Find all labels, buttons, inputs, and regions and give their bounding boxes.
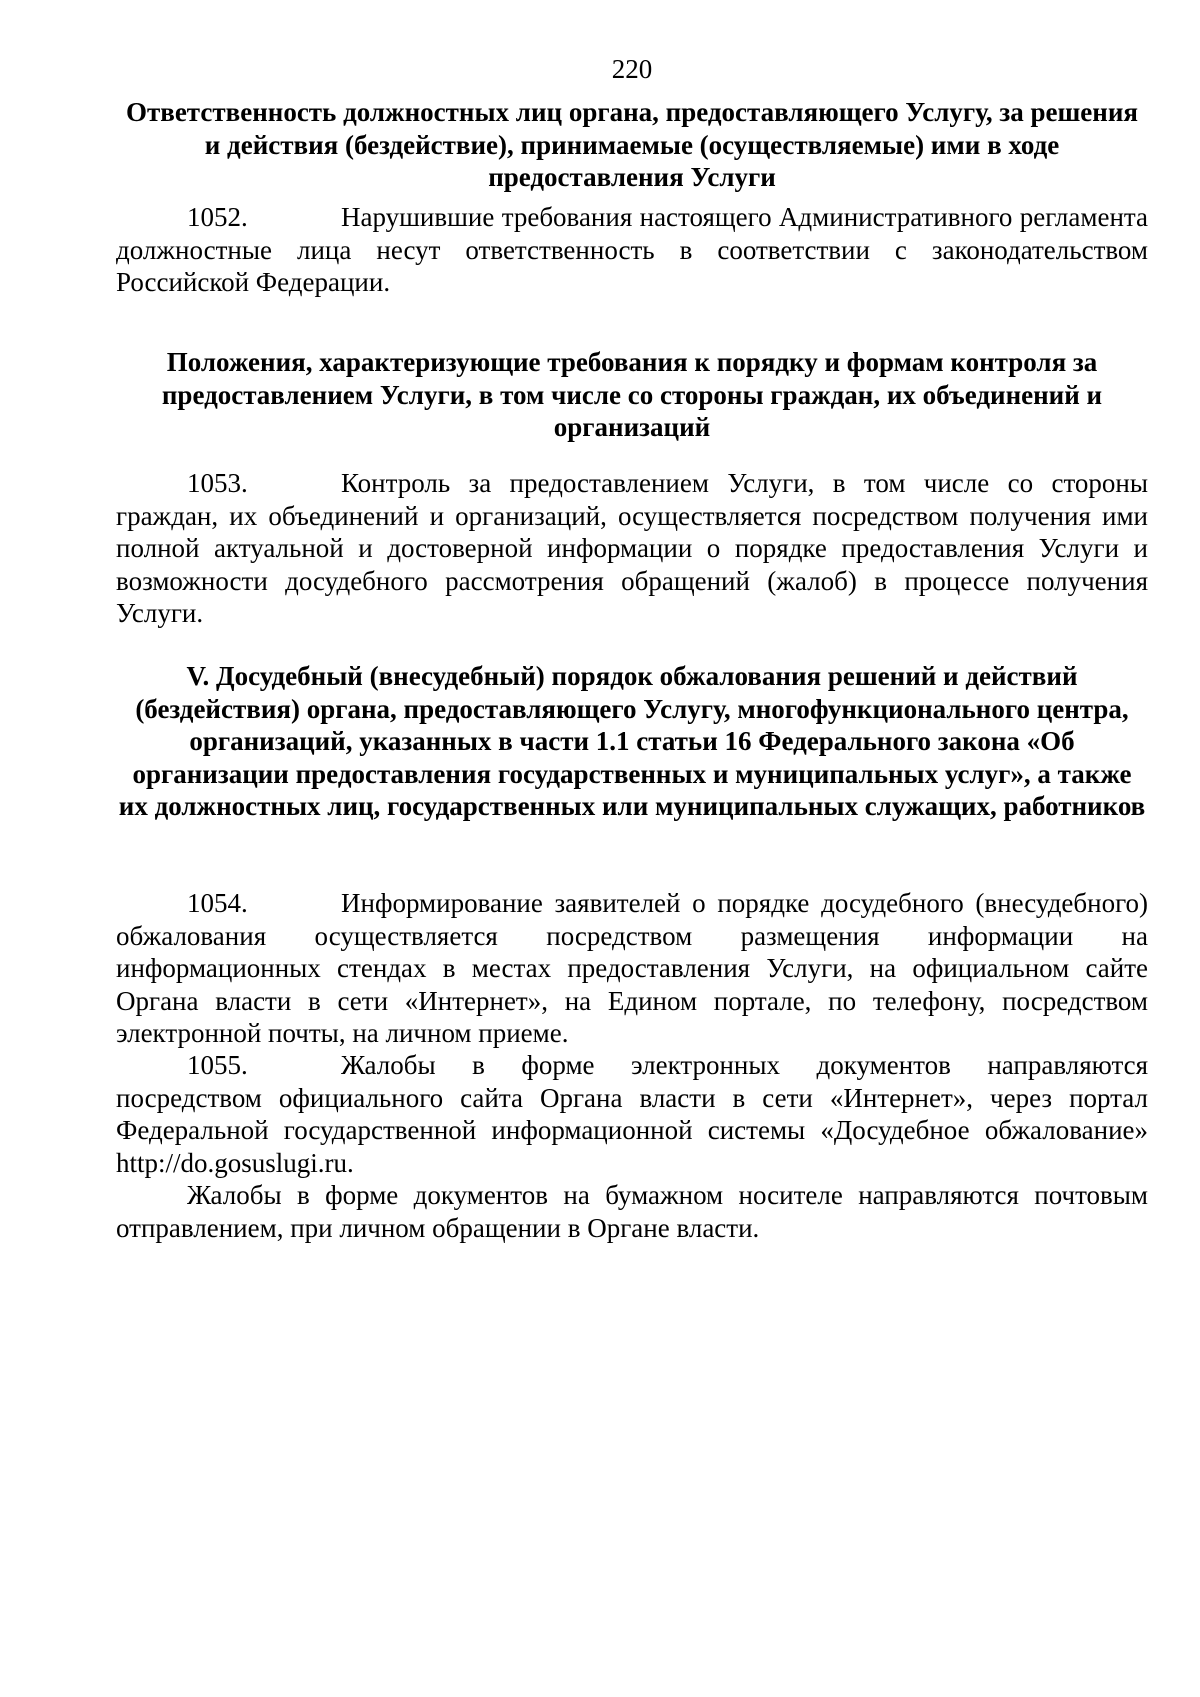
paragraph-text: Нарушившие требования настоящего Административного регламента должностные лица несут ответственность в соответствии с законодательством Российской Федерации. — [116, 202, 1148, 297]
section-heading: Положения, характеризующие требования к порядку и формам контроля за предоставлением Услуги, в том числе со стороны граждан, их объединений и организаций — [161, 347, 1103, 442]
paragraph-1053 — [116, 467, 1148, 630]
page-number: 220 — [611, 54, 653, 84]
paragraph-1052 — [116, 201, 1148, 299]
section-heading: Ответственность должностных лиц органа, предоставляющего Услугу, за решения и действия (бездействие), принимаемые (осуществляемые) ими в ходе предоставления Услуги — [125, 97, 1139, 192]
paragraph-text: Информирование заявителей о порядке досудебного (внесудебного) обжалования осуществляется посредством размещения информации на информационных стендах в местах предоставления Услуги, на официальном сайте Органа власти в сети «Интернет», на Едином портале, по телефону, посредством электронной почты, на личном приеме. — [116, 888, 1148, 1048]
paragraph-1055 — [116, 1049, 1148, 1179]
paragraph-text: Контроль за предоставлением Услуги, в том числе со стороны граждан, их объединений и организаций, осуществляется посредством получения ими полной актуальной и достоверной информации о порядке предоставления Услуги и возможности досудебного рассмотрения обращений (жалоб) в процессе получения Услуги. — [116, 468, 1148, 628]
paragraph-1054 — [116, 887, 1148, 1050]
paragraph-number: 1052. — [187, 202, 248, 232]
paragraph-complaints-paper — [116, 1179, 1148, 1244]
paragraph-number: 1055. — [187, 1050, 248, 1080]
paragraph-text: Жалобы в форме документов на бумажном носителе направляются почтовым отправлением, при личном обращении в Органе власти. — [116, 1180, 1148, 1243]
section-heading: V. Досудебный (внесудебный) порядок обжалования решений и действий (бездействия) органа, предоставляющего Услугу, многофункционального центра, организаций, указанных в части 1.1 статьи 16 Федерального закона «Об организации предоставления государственных и муниципальных услуг», а также их должностных лиц, государственных или муниципальных служащих, работников — [118, 661, 1146, 821]
paragraph-number: 1054. — [187, 888, 248, 918]
paragraph-text: Жалобы в форме электронных документов направляются посредством официального сайта Органа власти в сети «Интернет», через портал Федеральной государственной информационной системы «Досудебное обжалование» http://do.gosuslugi.ru. — [116, 1050, 1148, 1178]
paragraph-number: 1053. — [187, 468, 248, 498]
